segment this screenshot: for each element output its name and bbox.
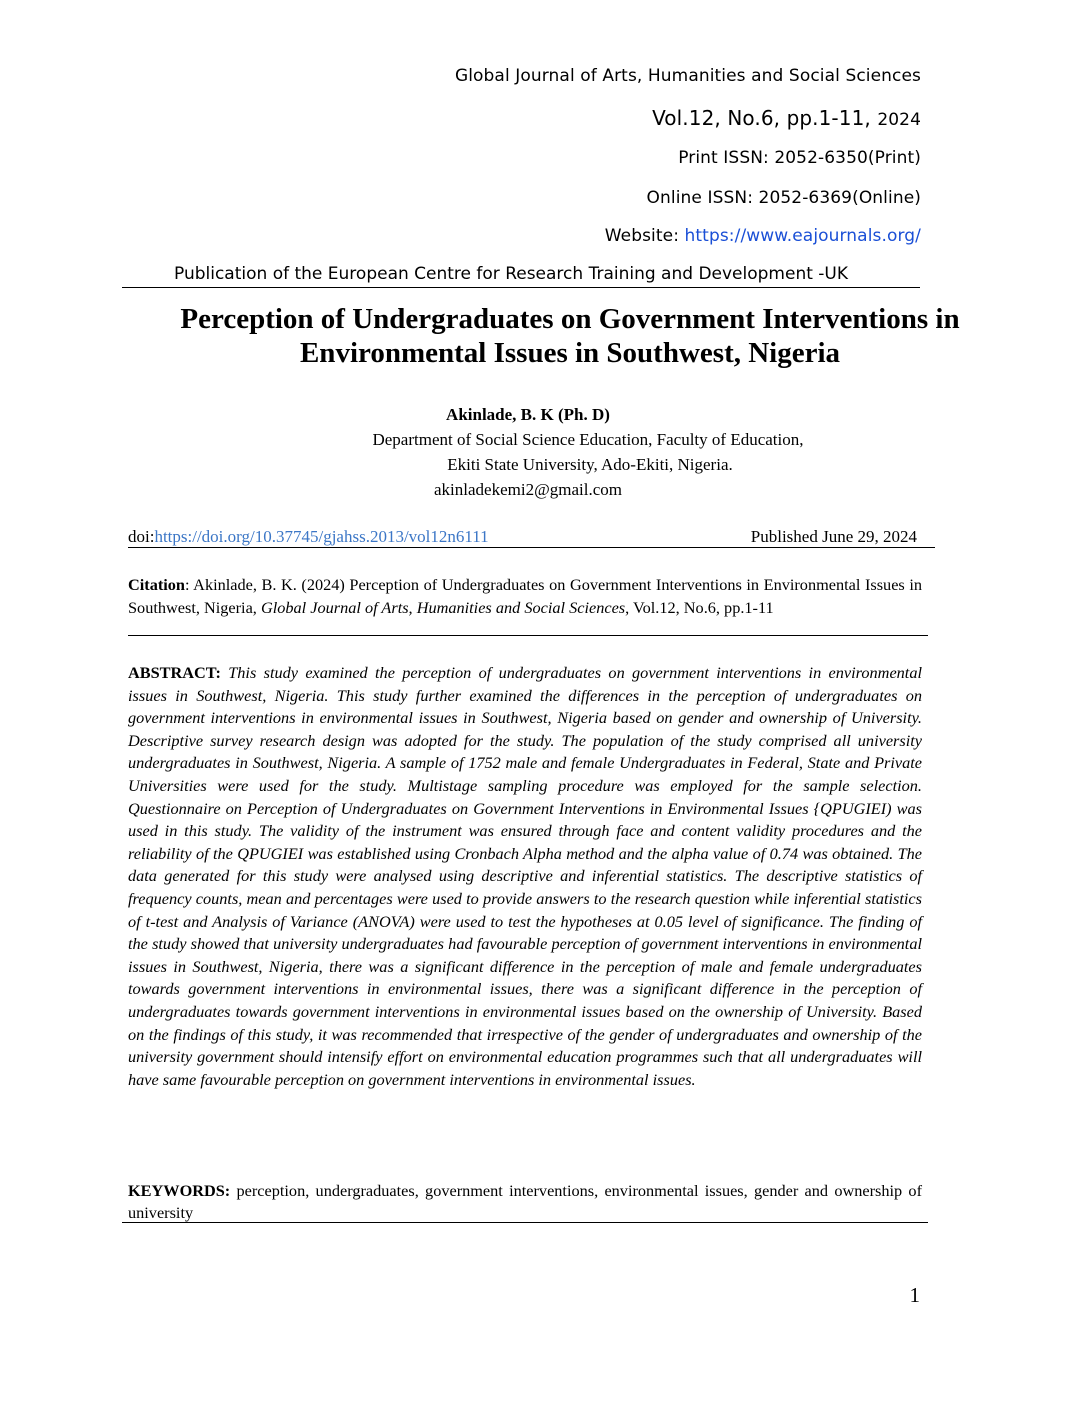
abstract xyxy=(128,662,922,1091)
title-line-1: Perception of Undergraduates on Government Interventions in xyxy=(180,303,960,335)
author-department: Department of Social Science Education, Faculty of Education, xyxy=(372,430,804,449)
doi-link[interactable]: https://doi.org/10.37745/gjahss.2013/vol12n6111 xyxy=(154,527,489,546)
citation xyxy=(128,574,922,619)
print-issn: Print ISSN: 2052-6350(Print) xyxy=(678,148,921,168)
abstract-text: This study examined the perception of undergraduates on government interventions in environmental issues in Southwest, Nigeria. This study further examined the differences in the perception of undergraduates on government interventions in environmental issues in Southwest, Nigeria based on gender and ownership of University. Descriptive survey research design was adopted for the study. The population of the study comprised all university undergraduates in Southwest, Nigeria. A sample of 1752 male and female Undergraduates in Federal, State and Private Universities were used for the study. Multistage sampling procedure was employed for the sample selection. Questionnaire on Perception of Undergraduates on Government Interventions in Environmental Issues {QPUGIEI) was used in this study. The validity of the instrument was ensured through face and content validity procedures and the reliability of the QPUGIEI was established using Cronbach Alpha method and the alpha value of 0.74 was obtained. The data generated for this study were analysed using descriptive and inferential statistics. The descriptive statistics of frequency counts, mean and percentages were used to provide answers to the research question while inferential statistics of t-test and Analysis of Variance (ANOVA) were used to test the hypotheses at 0.05 level of significance. The finding of the study showed that university undergraduates had favourable perception of government interventions in environmental issues in Southwest, Nigeria, there was a significant difference in the perception of male and female undergraduates towards government interventions in environmental issues, there was a significant difference in the perception of undergraduates towards government interventions in environmental issues based on the ownership of University. Based on the findings of this study, it was recommended that irrespective of the gender of undergraduates and ownership of the university government should intensify effort on environmental education programmes such that all undergraduates will have same favourable perception on government interventions in environmental issues. xyxy=(128,663,922,1089)
header-divider xyxy=(122,287,920,288)
publisher-line: Publication of the European Centre for Research Training and Development -UK xyxy=(174,264,849,284)
abstract-label: ABSTRACT: xyxy=(128,663,221,682)
journal-name: Global Journal of Arts, Humanities and Social Sciences xyxy=(454,66,921,86)
citation-tail: , Vol.12, No.6, pp.1-11 xyxy=(625,597,774,617)
published-date: Published June 29, 2024 xyxy=(750,527,917,546)
doi-divider xyxy=(128,547,935,548)
title-line-2: Environmental Issues in Southwest, Nigeria xyxy=(299,337,841,369)
website-line xyxy=(605,228,921,245)
keywords-text: perception, undergraduates, government interventions, environmental issues, gender and ownership of university xyxy=(128,1181,922,1222)
website-label: Website: xyxy=(604,226,685,246)
volume-text: Vol.12, No.6, pp.1-11, xyxy=(652,106,878,130)
citation-text: : Akinlade, B. K. (2024) Perception of Undergraduates on Government Interventions in Environmental Issues in Southwest, Nigeria, xyxy=(128,575,922,617)
keywords-label: KEYWORDS: xyxy=(128,1181,231,1200)
doi-line xyxy=(128,528,489,545)
keywords xyxy=(128,1180,922,1224)
paper-title xyxy=(120,302,1020,370)
online-issn: Online ISSN: 2052-6369(Online) xyxy=(646,188,921,208)
citation-label: Citation xyxy=(128,575,185,594)
citation-divider xyxy=(128,635,928,636)
author-university: Ekiti State University, Ado-Ekiti, Nigeria. xyxy=(447,455,733,474)
citation-journal: Global Journal of Arts, Humanities and Social Sciences xyxy=(260,597,626,617)
author-name: Akinlade, B. K (Ph. D) xyxy=(446,405,610,424)
keywords-divider xyxy=(122,1222,928,1223)
volume-year: 2024 xyxy=(877,110,921,130)
volume-info xyxy=(652,108,921,129)
website-link[interactable]: https://www.eajournals.org/ xyxy=(684,226,921,246)
author-email: akinladekemi2@gmail.com xyxy=(434,480,622,499)
page-number: 1 xyxy=(909,1283,920,1307)
doi-label: doi: xyxy=(128,527,155,546)
